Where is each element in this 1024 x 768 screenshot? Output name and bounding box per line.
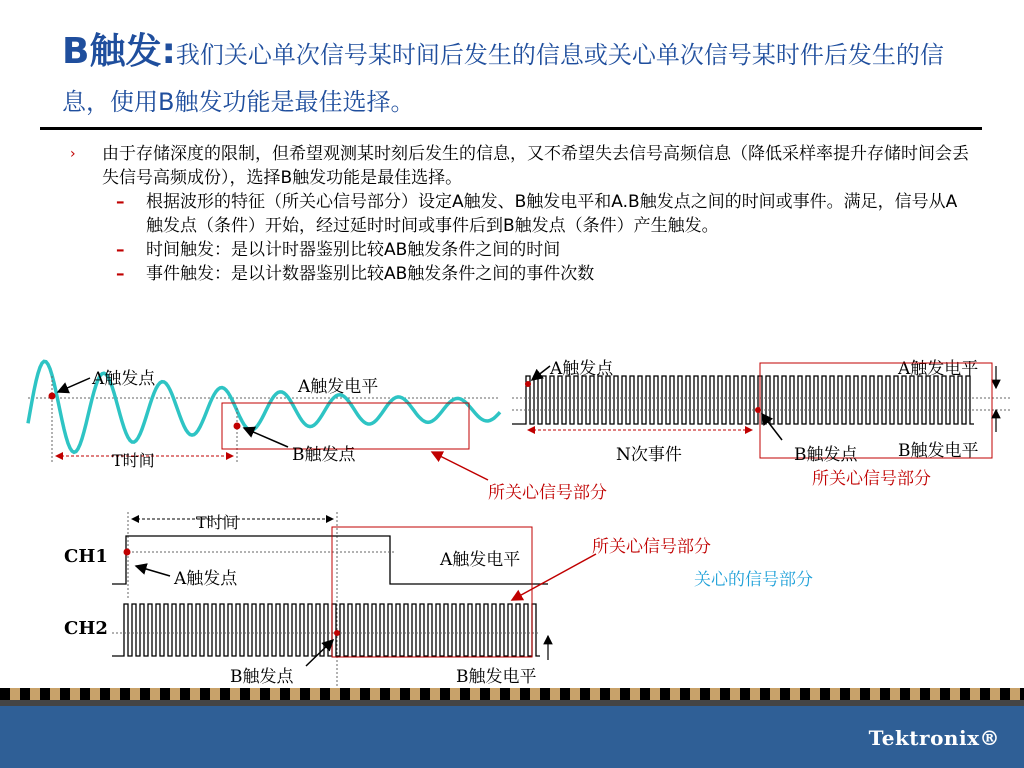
label-b-point: B触发点 <box>230 667 294 687</box>
dash-icon: – <box>116 264 125 284</box>
dash-icon: – <box>116 192 125 212</box>
title-rest: 我们关心单次信号某时间后发生的信息或关心单次信号某时件后发生的信息，使用B触发功能是最佳选择。 <box>62 41 944 116</box>
label-ch2: CH2 <box>64 618 108 639</box>
label-a-point: A触发点 <box>550 359 614 379</box>
label-b-level: B触发电平 <box>898 441 979 461</box>
diagram-event-trigger <box>512 359 1010 489</box>
footer-stripe <box>0 688 1024 700</box>
sub-bullet-text: 事件触发：是以计数器鉴别比较AB触发条件之间的事件次数 <box>146 264 595 284</box>
label-region: 所关心信号部分 <box>592 537 711 557</box>
footer-band <box>0 706 1024 768</box>
label-a-level: A触发电平 <box>898 359 979 379</box>
ch2-pulse-train <box>112 604 540 656</box>
label-a-level: A触发电平 <box>298 377 379 397</box>
a-point-pointer <box>58 378 90 392</box>
label-t-time: T时间 <box>196 513 239 532</box>
label-b-point: B触发点 <box>794 445 858 465</box>
footer <box>0 688 1024 768</box>
label-t-time: T时间 <box>112 451 155 470</box>
sub-bullet-text: 时间触发：是以计时器鉴别比较AB触发条件之间的时间 <box>146 240 561 260</box>
title-main: B触发: <box>62 31 176 72</box>
a-trigger-dot <box>124 549 131 556</box>
sub-bullet-text: 根据波形的特征（所关心信号部分）设定A触发、B触发电平和A.B触发点之间的时间或事件。满足，信号从A触发点（条件）开始，经过延时时间或事件后到B触发点（条件）产生触发。 <box>146 192 958 236</box>
b-point-pointer <box>762 414 782 440</box>
label-region: 所关心信号部分 <box>488 483 607 503</box>
bullet-arrow-icon: › <box>70 146 76 162</box>
label-region-cyan: 关心的信号部分 <box>694 570 813 590</box>
region-pointer <box>512 554 596 600</box>
tektronix-logo: Tektronix® <box>868 726 1000 750</box>
pulse-train <box>512 376 974 424</box>
label-a-point: A触发点 <box>92 369 156 389</box>
a-point-pointer <box>532 366 550 380</box>
label-b-level: B触发电平 <box>456 667 537 687</box>
b-point-pointer <box>244 428 288 447</box>
bullet-main-text: 由于存储深度的限制，但希望观测某时刻后发生的信息，又不希望失去信号高频信息（降低采样率提升存储时间会丢失信号高频成份），选择B触发功能是最佳选择。 <box>102 144 969 188</box>
region-pointer <box>432 452 488 480</box>
b-trigger-dot <box>234 423 241 430</box>
a-point-pointer <box>136 566 170 576</box>
label-region: 所关心信号部分 <box>812 469 931 489</box>
a-trigger-dot <box>49 393 56 400</box>
dash-icon: – <box>116 240 125 260</box>
label-a-level: A触发电平 <box>440 550 521 570</box>
label-b-point: B触发点 <box>292 445 356 465</box>
label-ch1: CH1 <box>64 546 108 567</box>
diagram-dual-channel <box>64 512 813 688</box>
label-n-events: N次事件 <box>616 445 682 465</box>
a-trigger-dot <box>525 381 531 387</box>
b-trigger-dot <box>334 630 340 636</box>
diagram-time-trigger <box>28 361 607 503</box>
label-a-point: A触发点 <box>174 569 238 589</box>
